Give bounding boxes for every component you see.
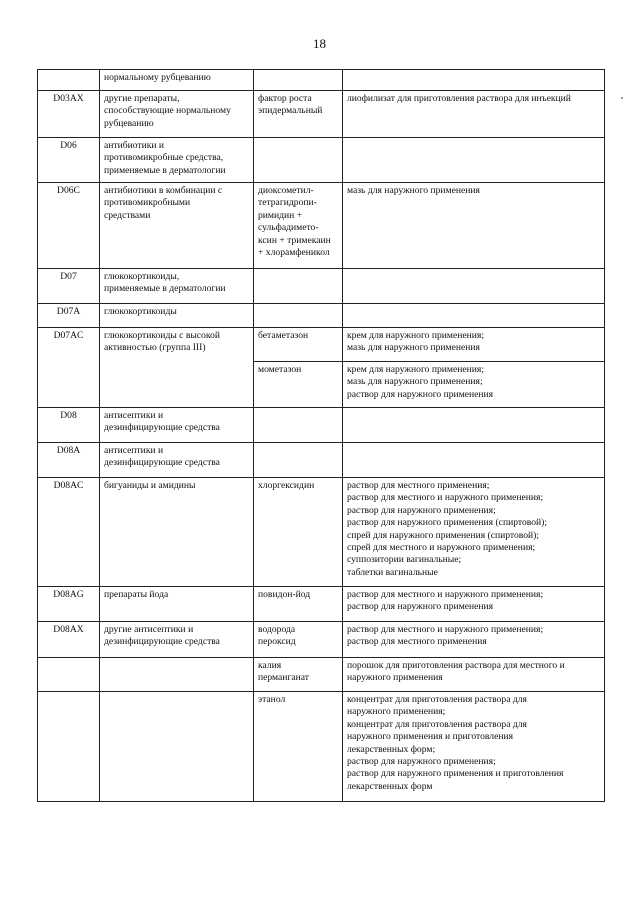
atc-code-cell: D08A xyxy=(38,443,100,478)
atc-code-cell: D06 xyxy=(38,138,100,183)
cell-text-line: раствор для местного и наружного применения; xyxy=(347,492,544,504)
dosage-form-cell xyxy=(343,183,605,269)
table-row xyxy=(38,478,605,587)
dosage-form-cell xyxy=(343,362,605,408)
cell-text-line: ксин + тримекаин xyxy=(258,234,331,246)
cell-text-line: способствующие нормальному xyxy=(104,105,231,117)
cell-text-line: наружного применения; xyxy=(347,706,446,718)
table-row xyxy=(38,138,605,183)
table-row xyxy=(38,91,605,138)
cell-text-line: применяемые в дерматологии xyxy=(104,283,226,295)
atc-code-cell: D07 xyxy=(38,269,100,304)
atc-code-cell: D06C xyxy=(38,183,100,269)
drug-name-cell xyxy=(254,183,343,269)
atc-code-cell: D07A xyxy=(38,304,100,328)
cell-text-line: другие препараты, xyxy=(104,93,180,104)
cell-text-line: антибиотики в комбинации с xyxy=(104,185,223,196)
cell-text-line: дезинфицирующие средства xyxy=(104,422,220,434)
anatomical-group-cell xyxy=(100,70,254,91)
cell-text-line: сульфадимето- xyxy=(258,222,319,234)
cell-text-line: противомикробные средства, xyxy=(104,152,224,164)
cell-text-line: применяемые в дерматологии xyxy=(104,164,226,176)
dosage-form-cell xyxy=(343,91,605,138)
cell-text-line: бетаметазон xyxy=(258,330,309,341)
table-row xyxy=(38,183,605,269)
cell-text-line: + хлорамфеникол xyxy=(258,247,330,259)
cell-text-line: антисептики и xyxy=(104,445,164,456)
anatomical-group-cell xyxy=(100,587,254,622)
cell-text-line: наружного применения xyxy=(347,672,443,684)
scan-artifact-dot xyxy=(621,97,623,99)
medicines-table-body xyxy=(38,70,605,802)
atc-code-cell xyxy=(38,70,100,91)
cell-text-line: пероксид xyxy=(258,636,296,648)
cell-text-line: раствор для местного применения xyxy=(347,636,487,648)
drug-name-cell xyxy=(254,443,343,478)
cell-text-line: лиофилизат для приготовления раствора для инъекций xyxy=(347,93,571,104)
cell-text-line: мазь для наружного применения xyxy=(347,342,480,354)
cell-text-line: глюкокортикоиды с высокой xyxy=(104,330,220,341)
cell-text-line: дезинфицирующие средства xyxy=(104,457,220,469)
atc-code-cell: D07AC xyxy=(38,328,100,408)
cell-text-line: мометазон xyxy=(258,364,302,375)
dosage-form-cell xyxy=(343,70,605,91)
dosage-form-cell xyxy=(343,478,605,587)
dosage-form-cell xyxy=(343,304,605,328)
cell-text-line: тетрагидропи- xyxy=(258,197,317,209)
drug-name-cell xyxy=(254,269,343,304)
atc-code-cell: D03AX xyxy=(38,91,100,138)
cell-text-line: хлоргексидин xyxy=(258,480,315,491)
table-row xyxy=(38,587,605,622)
cell-text-line: дезинфицирующие средства xyxy=(104,636,220,648)
cell-text-line: раствор для местного и наружного применения; xyxy=(347,589,544,600)
dosage-form-cell xyxy=(343,622,605,658)
dosage-form-cell xyxy=(343,269,605,304)
cell-text-line: спрей для наружного применения (спиртовой); xyxy=(347,529,540,541)
table-row xyxy=(38,408,605,443)
dosage-form-cell xyxy=(343,692,605,802)
cell-text-line: калия xyxy=(258,660,282,671)
cell-text-line: водорода xyxy=(258,624,296,635)
anatomical-group-cell xyxy=(100,269,254,304)
cell-text-line: раствор для наружного применения; xyxy=(347,756,496,768)
cell-text-line: эпидермальный xyxy=(258,105,323,117)
cell-text-line: наружного применения и приготовления xyxy=(347,731,514,743)
cell-text-line: диоксометил- xyxy=(258,185,314,196)
dosage-form-cell xyxy=(343,408,605,443)
atc-code-cell: D08AC xyxy=(38,478,100,587)
cell-text-line: рубцеванию xyxy=(104,117,154,129)
cell-text-line: раствор для наружного применения и приготовления xyxy=(347,768,564,780)
cell-text-line: антибиотики и xyxy=(104,140,165,151)
dosage-form-cell xyxy=(343,658,605,692)
cell-text-line: концентрат для приготовления раствора для xyxy=(347,694,527,705)
dosage-form-cell xyxy=(343,443,605,478)
cell-text-line: лекарственных форм xyxy=(347,780,433,792)
cell-text-line: таблетки вагинальные xyxy=(347,566,438,578)
cell-text-line: лекарственных форм; xyxy=(347,743,436,755)
cell-text-line: фактор роста xyxy=(258,93,312,104)
table-row xyxy=(38,443,605,478)
anatomical-group-cell xyxy=(100,91,254,138)
cell-text-line: повидон-йод xyxy=(258,589,311,600)
cell-text-line: средствами xyxy=(104,209,151,221)
drug-name-cell xyxy=(254,138,343,183)
dosage-form-cell xyxy=(343,587,605,622)
dosage-form-cell xyxy=(343,328,605,362)
anatomical-group-cell xyxy=(100,478,254,587)
cell-text-line: крем для наружного применения; xyxy=(347,330,484,341)
drug-name-cell xyxy=(254,70,343,91)
cell-text-line: раствор для наружного применения; xyxy=(347,504,496,516)
atc-code-cell: D08AG xyxy=(38,587,100,622)
drug-name-cell xyxy=(254,328,343,362)
drug-name-cell xyxy=(254,408,343,443)
drug-name-cell xyxy=(254,91,343,138)
cell-text-line: активностью (группа III) xyxy=(104,342,206,354)
drug-name-cell xyxy=(254,587,343,622)
anatomical-group-cell xyxy=(100,183,254,269)
drug-name-cell xyxy=(254,362,343,408)
anatomical-group-cell xyxy=(100,138,254,183)
anatomical-group-cell xyxy=(100,692,254,802)
medicines-table xyxy=(37,69,605,802)
cell-text-line: глюкокортикоиды xyxy=(104,306,177,317)
cell-text-line: этанол xyxy=(258,694,286,705)
atc-code-cell xyxy=(38,658,100,692)
cell-text-line: римидин + xyxy=(258,209,303,221)
table-row xyxy=(38,622,605,658)
cell-text-line: другие антисептики и xyxy=(104,624,194,635)
anatomical-group-cell xyxy=(100,622,254,658)
atc-code-cell: D08AX xyxy=(38,622,100,658)
cell-text-line: раствор для местного применения; xyxy=(347,480,490,491)
anatomical-group-cell xyxy=(100,658,254,692)
cell-text-line: мазь для наружного применения; xyxy=(347,376,483,388)
drug-name-cell xyxy=(254,478,343,587)
anatomical-group-cell xyxy=(100,443,254,478)
cell-text-line: спрей для местного и наружного применения; xyxy=(347,542,536,554)
cell-text-line: раствор для местного и наружного применения; xyxy=(347,624,544,635)
cell-text-line: антисептики и xyxy=(104,410,164,421)
table-row xyxy=(38,269,605,304)
cell-text-line: раствор для наружного применения xyxy=(347,388,494,400)
cell-text-line: противомикробными xyxy=(104,197,191,209)
atc-code-cell xyxy=(38,692,100,802)
atc-code-cell: D08 xyxy=(38,408,100,443)
drug-name-cell xyxy=(254,658,343,692)
anatomical-group-cell xyxy=(100,408,254,443)
cell-text-line: мазь для наружного применения xyxy=(347,185,480,196)
cell-text-line: нормальному рубцеванию xyxy=(104,72,211,83)
cell-text-line: порошок для приготовления раствора для местного и xyxy=(347,660,565,671)
cell-text-line: препараты йода xyxy=(104,589,169,600)
drug-name-cell xyxy=(254,622,343,658)
cell-text-line: глюкокортикоиды, xyxy=(104,271,180,282)
table-row xyxy=(38,304,605,328)
cell-text-line: перманганат xyxy=(258,672,309,684)
cell-text-line: раствор для наружного применения (спиртовой); xyxy=(347,517,548,529)
drug-name-cell xyxy=(254,304,343,328)
table-row xyxy=(38,70,605,91)
anatomical-group-cell xyxy=(100,304,254,328)
page-number: 18 xyxy=(313,36,326,51)
table-row xyxy=(38,658,605,692)
cell-text-line: суппозитории вагинальные; xyxy=(347,554,462,566)
cell-text-line: бигуаниды и амидины xyxy=(104,480,196,491)
anatomical-group-cell xyxy=(100,328,254,408)
table-row xyxy=(38,328,605,362)
cell-text-line: концентрат для приготовления раствора для xyxy=(347,718,527,730)
drug-name-cell xyxy=(254,692,343,802)
cell-text-line: крем для наружного применения; xyxy=(347,364,484,375)
table-row xyxy=(38,692,605,802)
dosage-form-cell xyxy=(343,138,605,183)
cell-text-line: раствор для наружного применения xyxy=(347,601,494,613)
